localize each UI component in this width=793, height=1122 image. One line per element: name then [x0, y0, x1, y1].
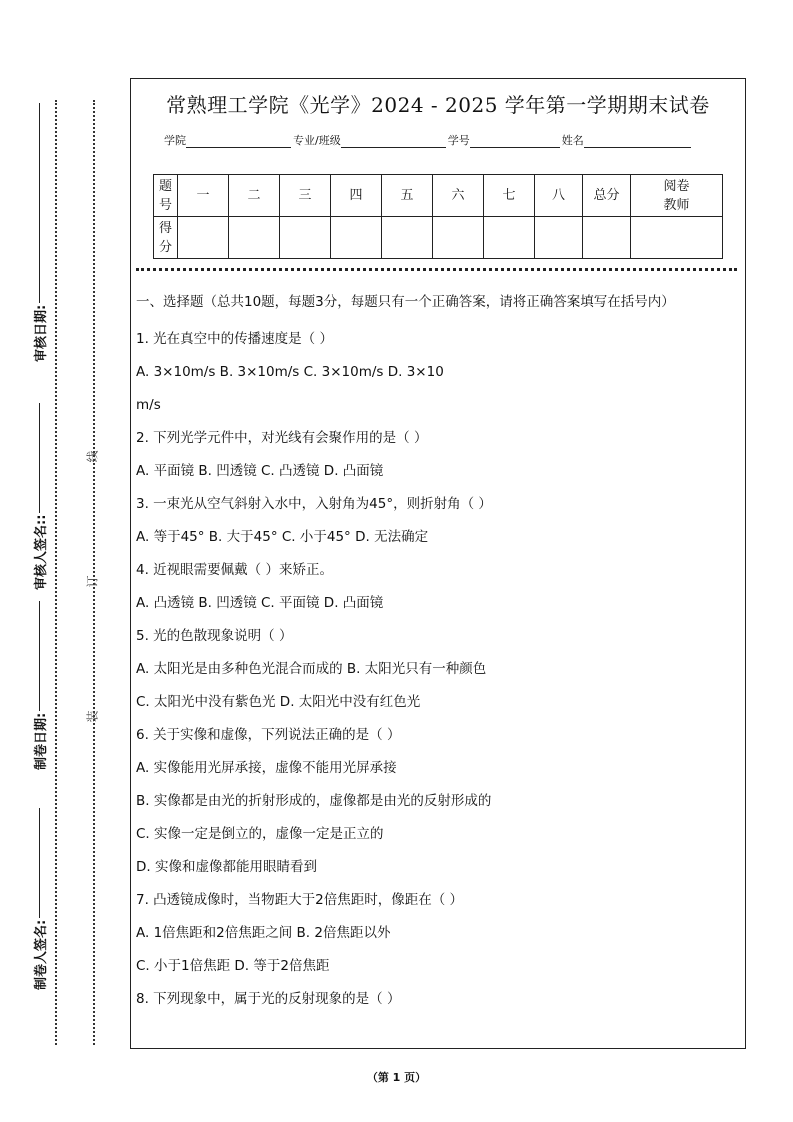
score-cell[interactable] [280, 217, 331, 259]
question-line: A. 3×10m/s B. 3×10m/s C. 3×10m/s D. 3×10 [136, 364, 444, 380]
col-header: 六 [433, 175, 484, 217]
make-date-label: 制卷日期: [34, 712, 49, 770]
question-line: A. 凸透镜 B. 凹透镜 C. 平面镜 D. 凸面镜 [136, 595, 384, 611]
score-cell[interactable] [583, 217, 631, 259]
col-header: 七 [484, 175, 535, 217]
reviewer-signature-label: 审核人签名:: [34, 514, 49, 590]
question-number-header: 题号 [154, 175, 178, 217]
maker-signature-field [30, 808, 49, 990]
score-header: 得分 [154, 217, 178, 259]
question-line: A. 等于45° B. 大于45° C. 小于45° D. 无法确定 [136, 529, 429, 545]
score-cell[interactable] [433, 217, 484, 259]
score-cell[interactable] [382, 217, 433, 259]
question-line: 8. 下列现象中，属于光的反射现象的是（ ） [136, 991, 401, 1007]
college-field[interactable] [186, 147, 291, 148]
question-line: 4. 近视眼需要佩戴（ ）来矫正。 [136, 562, 333, 578]
score-cell[interactable] [631, 217, 723, 259]
student-id-label: 学号 [447, 134, 470, 147]
major-class-label: 专业/班级 [293, 134, 341, 147]
score-table [153, 174, 723, 259]
score-cell[interactable] [331, 217, 382, 259]
question-line: C. 小于1倍焦距 D. 等于2倍焦距 [136, 958, 330, 974]
binding-mark-zhuang: 装 [85, 710, 100, 723]
question-line: 6. 关于实像和虚像，下列说法正确的是（ ） [136, 727, 401, 743]
question-line: 1. 光在真空中的传播速度是（ ） [136, 331, 333, 347]
score-cell[interactable] [535, 217, 583, 259]
dotted-separator [136, 268, 737, 271]
col-header: 二 [229, 175, 280, 217]
col-header: 五 [382, 175, 433, 217]
college-label: 学院 [164, 134, 186, 147]
review-date-label: 审核日期: [34, 304, 49, 362]
review-date-field [30, 103, 49, 362]
col-header: 一 [178, 175, 229, 217]
score-cell[interactable] [178, 217, 229, 259]
question-line: A. 平面镜 B. 凹透镜 C. 凸透镜 D. 凸面镜 [136, 463, 384, 479]
student-id-field[interactable] [470, 147, 560, 148]
col-header: 三 [280, 175, 331, 217]
name-label: 姓名 [561, 134, 584, 147]
major-class-field[interactable] [341, 147, 446, 148]
col-header: 阅卷教师 [631, 175, 723, 217]
question-line: C. 实像一定是倒立的，虚像一定是正立的 [136, 826, 384, 842]
question-line: C. 太阳光中没有紫色光 D. 太阳光中没有红色光 [136, 694, 421, 710]
col-header: 总分 [583, 175, 631, 217]
question-line: 5. 光的色散现象说明（ ） [136, 628, 293, 644]
binding-mark-ding: 订 [85, 575, 100, 588]
question-line: 3. 一束光从空气斜射入水中，入射角为45°，则折射角（ ） [136, 496, 492, 512]
exam-title: 常熟理工学院《光学》2024 - 2025 学年第一学期期末试卷 [166, 93, 710, 117]
question-line: A. 太阳光是由多种色光混合而成的 B. 太阳光只有一种颜色 [136, 661, 487, 677]
question-line: 2. 下列光学元件中，对光线有会聚作用的是（ ） [136, 430, 428, 446]
section-header: 一、选择题（总共10题，每题3分，每题只有一个正确答案，请将正确答案填写在括号内） [136, 294, 675, 310]
binding-mark-xian: 线 [85, 450, 100, 463]
maker-signature-label: 制卷人签名: [34, 919, 49, 990]
binding-dotted-line-outer [55, 100, 57, 1045]
col-header: 四 [331, 175, 382, 217]
make-date-field [30, 601, 49, 770]
reviewer-signature-field [30, 403, 49, 590]
question-line: A. 1倍焦距和2倍焦距之间 B. 2倍焦距以外 [136, 925, 391, 941]
name-field[interactable] [584, 147, 691, 148]
page-number: （第 1 页） [366, 1071, 427, 1084]
questions [136, 291, 736, 1016]
binding-dotted-line-inner [93, 100, 95, 1045]
student-info-row [164, 132, 693, 148]
question-line: 7. 凸透镜成像时，当物距大于2倍焦距时，像距在（ ） [136, 892, 464, 908]
question-line: B. 实像都是由光的折射形成的，虚像都是由光的反射形成的 [136, 793, 492, 809]
question-line: A. 实像能用光屏承接，虚像不能用光屏承接 [136, 760, 397, 776]
exam-body [130, 78, 746, 1049]
question-line: D. 实像和虚像都能用眼睛看到 [136, 859, 317, 875]
col-header: 八 [535, 175, 583, 217]
score-cell[interactable] [229, 217, 280, 259]
question-line: m/s [136, 397, 161, 413]
score-cell[interactable] [484, 217, 535, 259]
